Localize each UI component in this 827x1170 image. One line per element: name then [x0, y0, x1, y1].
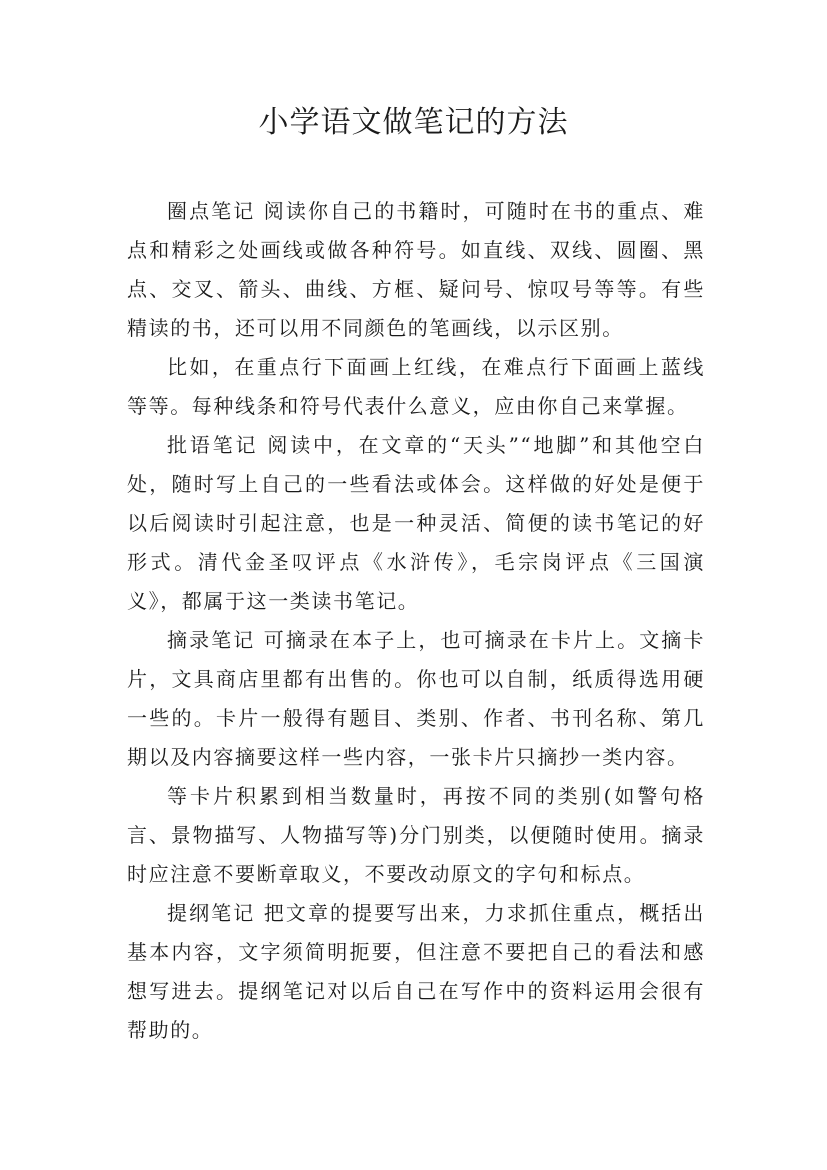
paragraph-excerpt-notes: 摘录笔记 可摘录在本子上，也可摘录在卡片上。文摘卡片，文具商店里都有出售的。你也可以自制，纸质得选用硬一些的。卡片一般得有题目、类别、作者、书刊名称、第几期以及内容摘要这样一些内容，一张卡片只摘抄一类内容。	[127, 628, 705, 769]
paragraph-line-colors: 比如，在重点行下面画上红线，在难点行下面画上蓝线等等。每种线条和符号代表什么意义，应由你自己来掌握。	[127, 355, 705, 418]
document-body	[127, 192, 705, 1050]
document-title: 小学语文做笔记的方法	[258, 105, 569, 140]
paragraph-comment-notes: 批语笔记 阅读中，在文章的“天头”“地脚”和其他空白处，随时写上自己的一些看法或体会。这样做的好处是便于以后阅读时引起注意，也是一种灵活、简便的读书笔记的好形式。清代金圣叹评点《水浒传》，毛宗岗评点《三国演义》，都属于这一类读书笔记。	[127, 433, 705, 613]
paragraph-circling-notes: 圈点笔记 阅读你自己的书籍时，可随时在书的重点、难点和精彩之处画线或做各种符号。如直线、双线、圆圈、黑点、交叉、箭头、曲线、方框、疑问号、惊叹号等等。有些精读的书，还可以用不同颜色的笔画线，以示区别。	[127, 199, 705, 340]
paragraph-card-sorting: 等卡片积累到相当数量时，再按不同的类别(如警句格言、景物描写、人物描写等)分门别类，以便随时使用。摘录时应注意不要断章取义，不要改动原文的字句和标点。	[127, 784, 705, 886]
paragraph-outline-notes: 提纲笔记 把文章的提要写出来，力求抓住重点，概括出基本内容，文字须简明扼要，但注意不要把自己的看法和感想写进去。提纲笔记对以后自己在写作中的资料运用会很有帮助的。	[127, 901, 705, 1042]
